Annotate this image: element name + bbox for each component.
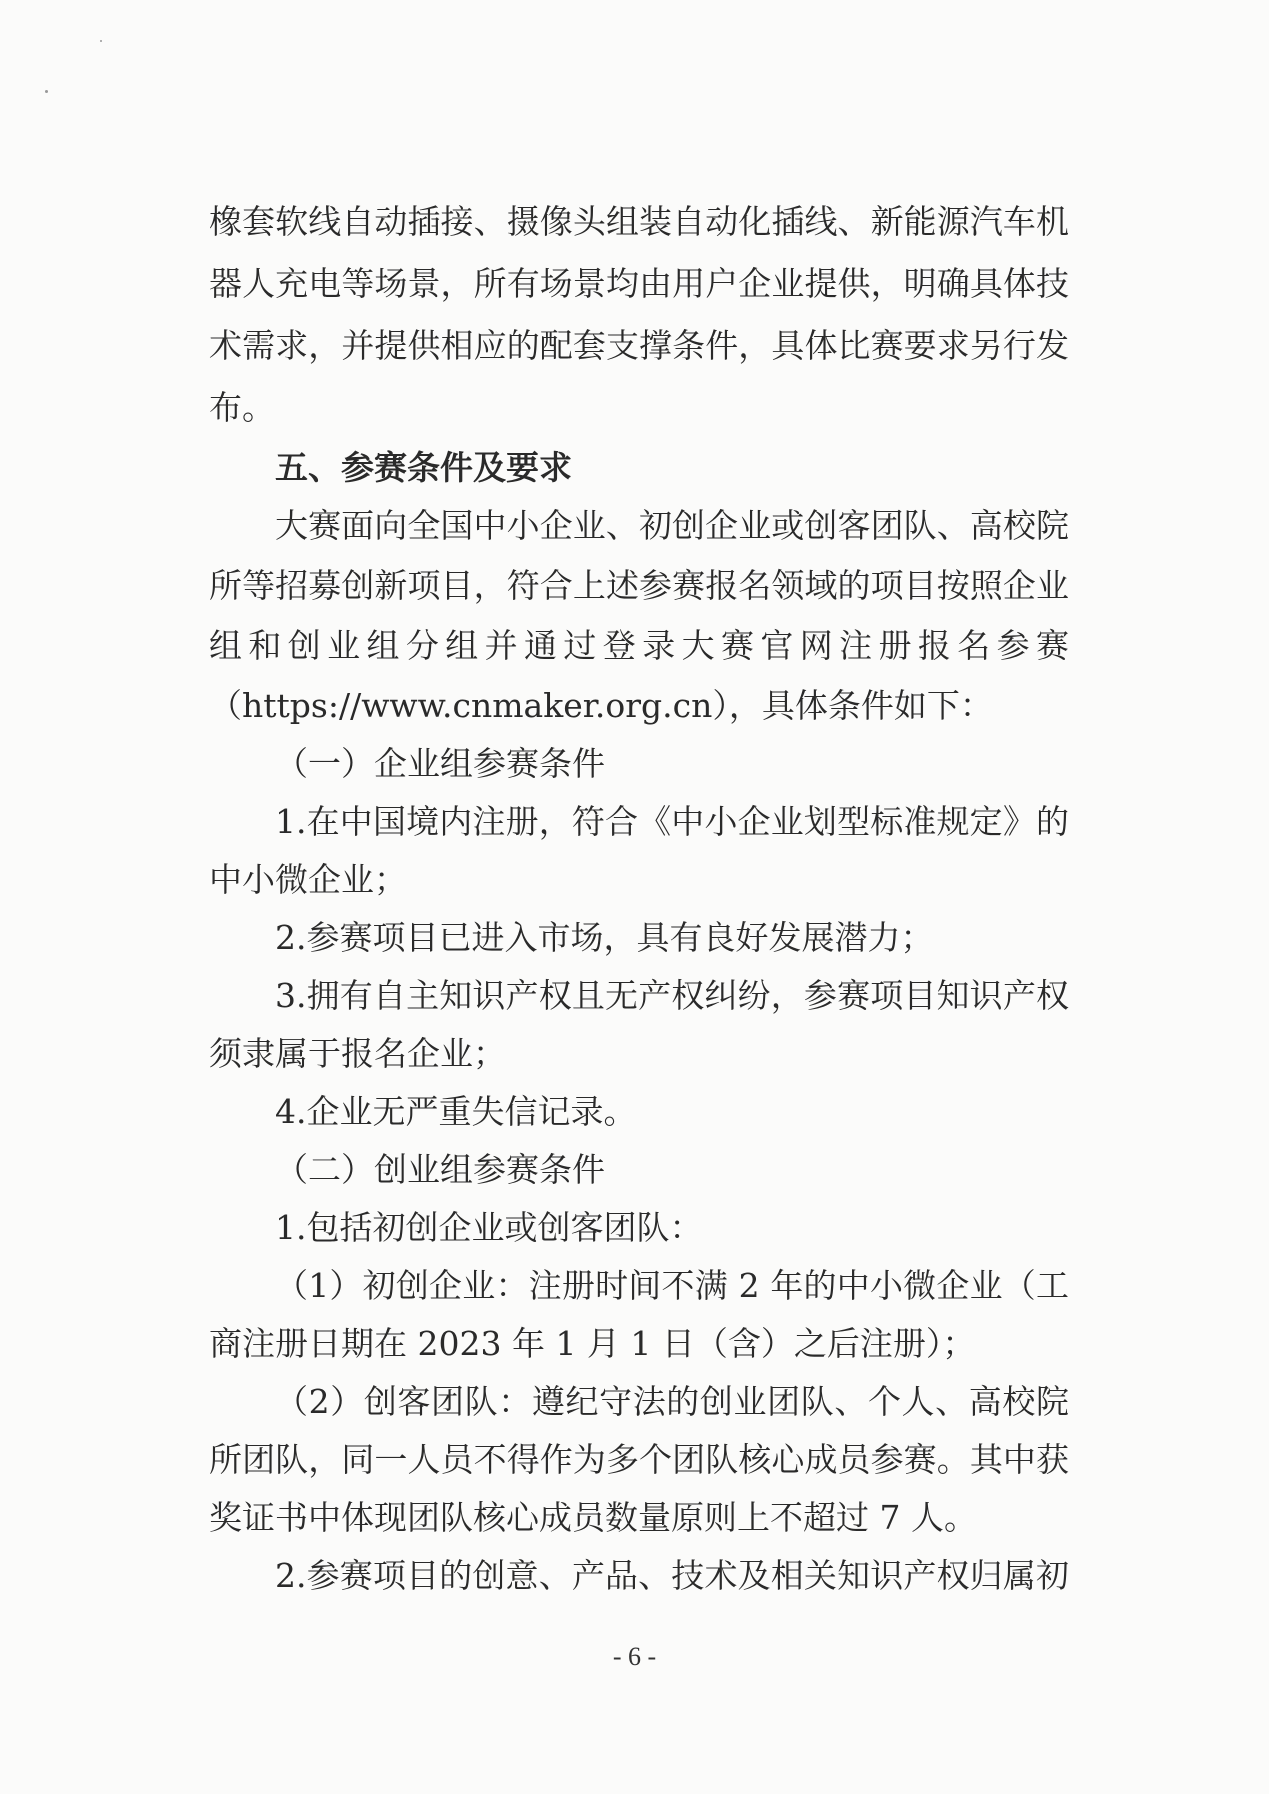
body-text-line: 布。 xyxy=(209,388,275,427)
body-text-line: 须隶属于报名企业； xyxy=(209,1034,506,1073)
body-text-line: （https://www.cnmaker.org.cn），具体条件如下： xyxy=(209,686,993,725)
body-text-line: 2.参赛项目已进入市场，具有良好发展潜力； xyxy=(275,918,934,957)
body-text-line: 术需求，并提供相应的配套支撑条件，具体比赛要求另行发 xyxy=(209,326,1069,365)
body-text-line: （1）初创企业：注册时间不满 2 年的中小微企业（工 xyxy=(275,1266,1069,1305)
body-text-line: 所团队，同一人员不得作为多个团队核心成员参赛。其中获 xyxy=(209,1440,1069,1479)
body-text-line: 橡套软线自动插接、摄像头组装自动化插线、新能源汽车机 xyxy=(209,202,1069,241)
body-text-line: 所等招募创新项目，符合上述参赛报名领域的项目按照企业 xyxy=(209,566,1069,605)
scan-speck xyxy=(100,40,102,42)
body-text-line: （2）创客团队：遵纪守法的创业团队、个人、高校院 xyxy=(275,1382,1069,1421)
body-text-line: 组和创业组分组并通过登录大赛官网注册报名参赛 xyxy=(209,626,1069,665)
body-text-line: 商注册日期在 2023 年 1 月 1 日（含）之后注册）； xyxy=(209,1324,976,1363)
scan-speck xyxy=(45,90,48,93)
body-text-line: 大赛面向全国中小企业、初创企业或创客团队、高校院 xyxy=(275,506,1069,545)
body-text-line: 器人充电等场景，所有场景均由用户企业提供，明确具体技 xyxy=(209,264,1069,303)
body-text-line: 4.企业无严重失信记录。 xyxy=(275,1092,637,1131)
body-text-line: 奖证书中体现团队核心成员数量原则上不超过 7 人。 xyxy=(209,1498,977,1537)
subsection-heading: （二）创业组参赛条件 xyxy=(275,1150,605,1189)
body-text-line: 1.在中国境内注册，符合《中小企业划型标准规定》的 xyxy=(275,802,1069,841)
body-text-line: 中小微企业； xyxy=(209,860,407,899)
body-text-line: 1.包括初创企业或创客团队： xyxy=(275,1208,703,1247)
body-text-line: 3.拥有自主知识产权且无产权纠纷，参赛项目知识产权 xyxy=(275,976,1069,1015)
page-number: - 6 - xyxy=(612,1642,657,1671)
subsection-heading: （一）企业组参赛条件 xyxy=(275,744,605,783)
body-text-line: 2.参赛项目的创意、产品、技术及相关知识产权归属初 xyxy=(275,1556,1069,1595)
section-heading: 五、参赛条件及要求 xyxy=(275,448,572,487)
